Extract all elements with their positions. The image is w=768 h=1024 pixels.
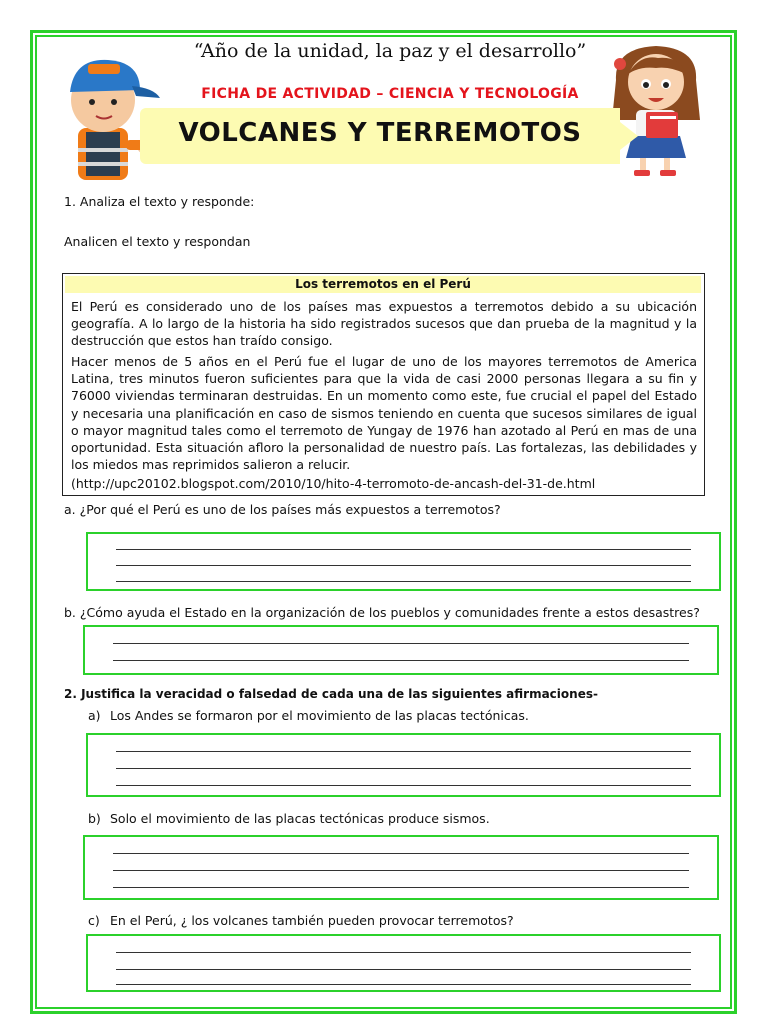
reading-paragraph-1: El Perú es considerado uno de los países mas expuestos a terremotos debido a su ubicación geografía. A lo largo de la historia ha sido registrados sucesos que dan prueba de la magnitud y la destrucción que estos han traído consigo. xyxy=(71,299,697,349)
statement-c: En el Perú, ¿ los volcanes también pueden provocar terremotos? xyxy=(110,913,514,928)
title-banner xyxy=(140,108,620,164)
answer-line[interactable] xyxy=(116,969,691,970)
answer-line[interactable] xyxy=(116,751,691,752)
statement-a-marker: a) xyxy=(88,708,101,723)
answer-box-2a[interactable] xyxy=(86,733,721,797)
instruction-note: Analicen el texto y respondan xyxy=(64,234,251,249)
answer-box-a[interactable] xyxy=(86,532,721,591)
reading-box xyxy=(62,273,705,496)
answer-line[interactable] xyxy=(113,643,689,644)
answer-line[interactable] xyxy=(116,581,691,582)
answer-line[interactable] xyxy=(116,952,691,953)
answer-line[interactable] xyxy=(116,549,691,550)
question-a: a. ¿Por qué el Perú es uno de los países más expuestos a terremotos? xyxy=(64,502,501,517)
answer-line[interactable] xyxy=(113,870,689,871)
instruction-2: 2. Justifica la veracidad o falsedad de cada una de las siguientes afirmaciones- xyxy=(64,687,598,701)
reading-title: Los terremotos en el Perú xyxy=(65,276,701,293)
statement-c-marker: c) xyxy=(88,913,100,928)
answer-box-2c[interactable] xyxy=(86,934,721,992)
answer-line[interactable] xyxy=(116,565,691,566)
answer-line[interactable] xyxy=(116,984,691,985)
activity-subtitle: FICHA DE ACTIVIDAD – CIENCIA Y TECNOLOGÍA xyxy=(201,86,579,102)
page-title: VOLCANES Y TERREMOTOS xyxy=(178,118,582,148)
answer-line[interactable] xyxy=(113,887,689,888)
question-b: b. ¿Cómo ayuda el Estado en la organización de los pueblos y comunidades frente a estos desastres? xyxy=(64,605,700,620)
instruction-1: 1. Analiza el texto y responde: xyxy=(64,194,255,209)
statement-b: Solo el movimiento de las placas tectónicas produce sismos. xyxy=(110,811,490,826)
answer-line[interactable] xyxy=(113,660,689,661)
reading-source: (http://upc20102.blogspot.com/2010/10/hito-4-terromoto-de-ancash-del-31-de.html xyxy=(71,476,596,491)
answer-box-2b[interactable] xyxy=(83,835,719,900)
reading-paragraph-2: Hacer menos de 5 años en el Perú fue el lugar de uno de los mayores terremotos de America Latina, tres minutos fueron suficientes para que la vida de casi 2000 personas llegara a su fin y 76000 viviendas terminaran destruidas. En un momento como este, fue crucial el papel del Estado y necesaria una planificación en caso de sismos teniendo en cuenta que sucesos similares de igual o mayor magnitud tales como el terremoto de Yungay de 1976 han azotado al Perú en mas de una oportunidad. Esta situación afloro la personalidad de nuestro país. Las fortalezas, las debilidades y los miedos mas reprimidos salieron a relucir. xyxy=(71,354,697,473)
statement-a: Los Andes se formaron por el movimiento de las placas tectónicas. xyxy=(110,708,529,723)
answer-line[interactable] xyxy=(116,768,691,769)
answer-box-b[interactable] xyxy=(83,625,719,675)
motto-text: “Año de la unidad, la paz y el desarrollo” xyxy=(193,40,587,62)
statement-b-marker: b) xyxy=(88,811,101,826)
answer-line[interactable] xyxy=(116,785,691,786)
answer-line[interactable] xyxy=(113,853,689,854)
